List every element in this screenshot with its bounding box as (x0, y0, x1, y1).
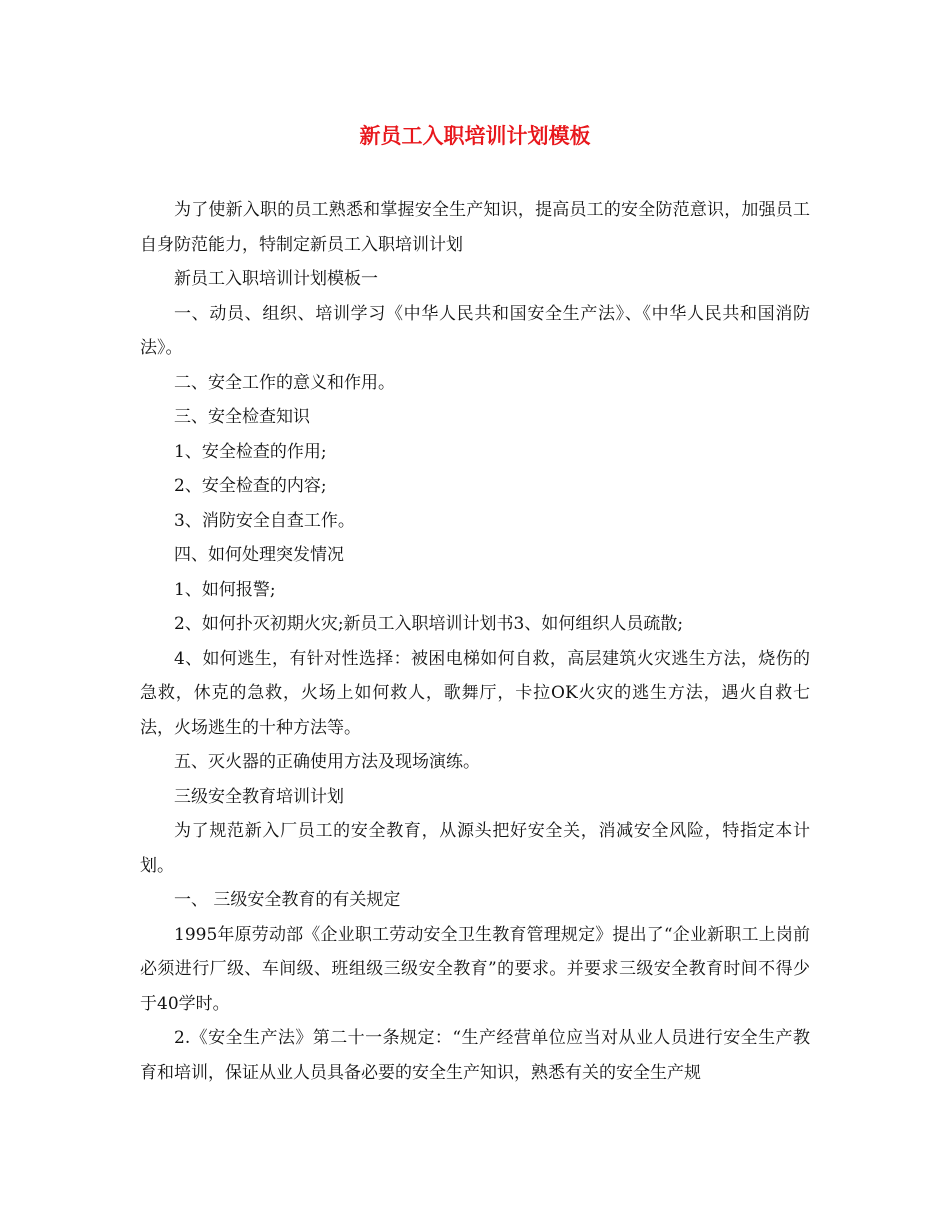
paragraph-rules-heading: 一、 三级安全教育的有关规定 (174, 890, 401, 910)
paragraph-section-4: 四、如何处理突发情况 (174, 545, 344, 565)
paragraph-purpose: 为了规范新入厂员工的安全教育，从源头把好安全关，消减安全风险，特指定本计划。 (140, 821, 810, 876)
paragraph-item: 3、消防安全自查工作。 (174, 510, 355, 531)
paragraph-subheading: 三级安全教育培训计划 (174, 786, 344, 807)
document-body (140, 193, 810, 1090)
paragraph-item: 1、安全检查的作用; (174, 441, 327, 462)
paragraph-section-3: 三、安全检查知识 (174, 407, 310, 427)
paragraph-regulation-law: 2.《安全生产法》第二十一条规定：“生产经营单位应当对从业人员进行安全生产教育和培训，保证从业人员具备必要的安全生产知识，熟悉有关的安全生产规 (140, 1028, 810, 1083)
document-title: 新员工入职培训计划模板 (359, 123, 591, 148)
paragraph-template-heading: 新员工入职培训计划模板一 (174, 269, 378, 289)
paragraph-item: 2、安全检查的内容; (174, 476, 327, 496)
paragraph-item: 1、如何报警; (174, 579, 276, 600)
paragraph-section-1: 一、动员、组织、培训学习《中华人民共和国安全生产法》、《中华人民共和国消防法》。 (140, 303, 810, 358)
paragraph-section-5: 五、灭火器的正确使用方法及现场演练。 (174, 752, 480, 772)
paragraph-item: 2、如何扑灭初期火灾;新员工入职培训计划书3、如何组织人员疏散; (174, 614, 684, 634)
paragraph-intro: 为了使新入职的员工熟悉和掌握安全生产知识，提高员工的安全防范意识，加强员工自身防范能力，特制定新员工入职培训计划 (140, 200, 810, 255)
paragraph-regulation-1995: 1995年原劳动部《企业职工劳动安全卫生教育管理规定》提出了“企业新职工上岗前必须进行厂级、车间级、班组级三级安全教育”的要求。并要求三级安全教育时间不得少于40学时。 (140, 924, 810, 1014)
paragraph-item: 4、如何逃生，有针对性选择：被困电梯如何自救，高层建筑火灾逃生方法，烧伤的急救，休克的急救，火场上如何救人，歌舞厅，卡拉OK火灾的逃生方法，遇火自救七法，火场逃生的十种方法等。 (140, 648, 810, 738)
paragraph-section-2: 二、安全工作的意义和作用。 (174, 372, 395, 393)
